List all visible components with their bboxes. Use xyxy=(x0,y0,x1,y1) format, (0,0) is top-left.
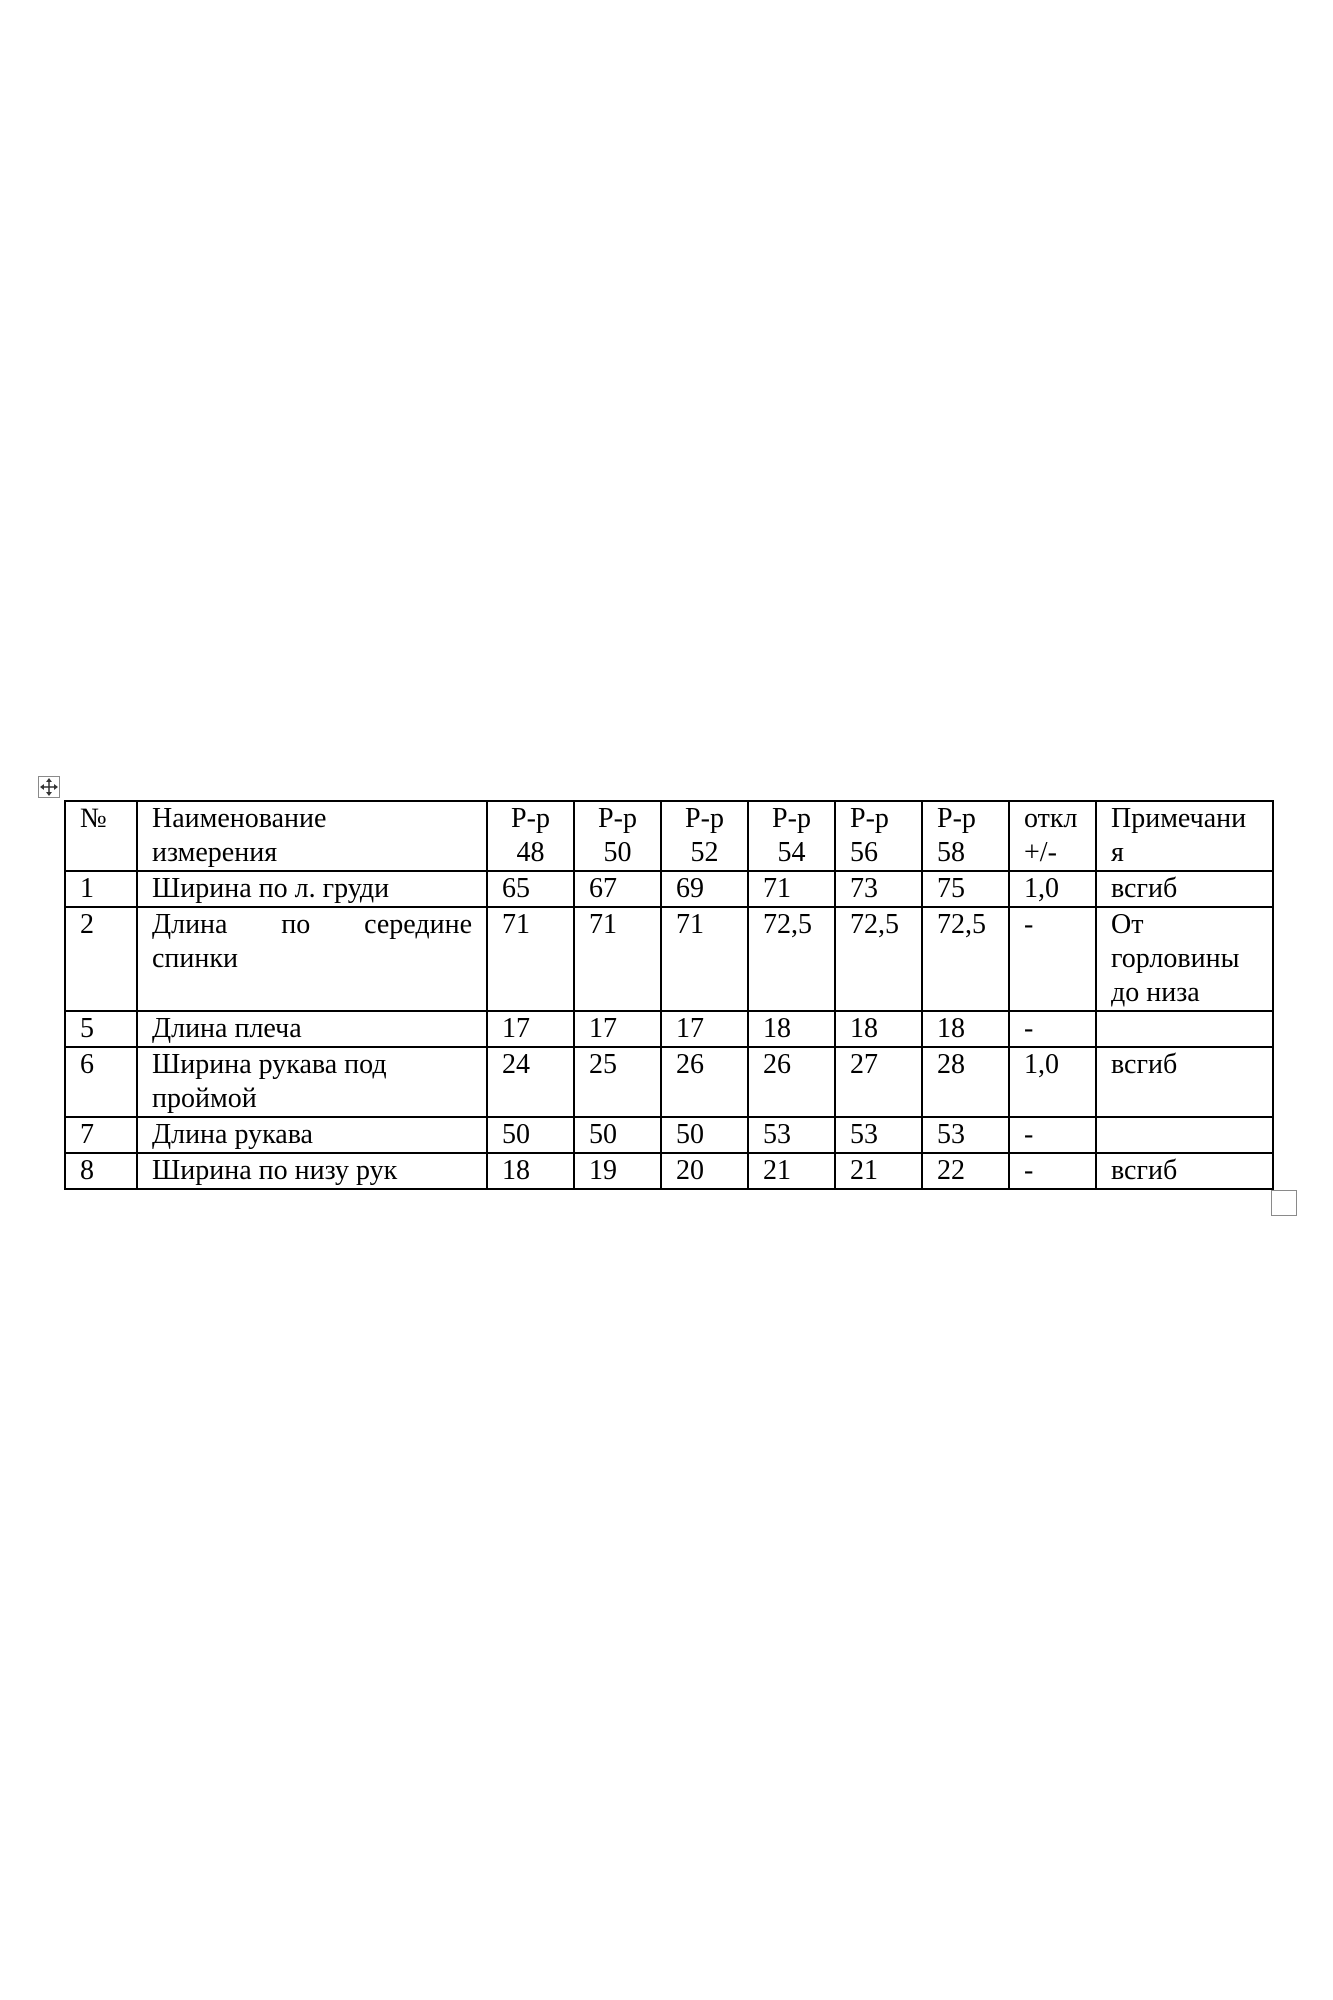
row-value[interactable]: 72,5 xyxy=(835,907,922,1011)
header-name[interactable]: Наименование измерения xyxy=(137,801,487,871)
row-value[interactable]: 71 xyxy=(487,907,574,1011)
row-name[interactable]: Ширина по л. груди xyxy=(137,871,487,907)
table-row xyxy=(65,1153,1273,1189)
row-value[interactable]: 21 xyxy=(835,1153,922,1189)
row-num[interactable]: 1 xyxy=(65,871,137,907)
row-value[interactable]: 71 xyxy=(661,907,748,1011)
header-size-52[interactable]: Р-р 52 xyxy=(661,801,748,871)
row-note[interactable]: всгиб xyxy=(1096,1153,1273,1189)
row-deviation[interactable]: - xyxy=(1009,1011,1096,1047)
row-name[interactable]: Ширина по низу рук xyxy=(137,1153,487,1189)
row-value[interactable]: 65 xyxy=(487,871,574,907)
table-row xyxy=(65,1047,1273,1117)
header-deviation[interactable]: откл +/- xyxy=(1009,801,1096,871)
row-value[interactable]: 17 xyxy=(487,1011,574,1047)
table-row xyxy=(65,871,1273,907)
row-value[interactable]: 69 xyxy=(661,871,748,907)
measurement-table xyxy=(64,800,1274,1190)
row-value[interactable]: 50 xyxy=(574,1117,661,1153)
row-value[interactable]: 20 xyxy=(661,1153,748,1189)
row-deviation[interactable]: - xyxy=(1009,1117,1096,1153)
row-num[interactable]: 5 xyxy=(65,1011,137,1047)
row-value[interactable]: 17 xyxy=(661,1011,748,1047)
row-value[interactable]: 71 xyxy=(748,871,835,907)
row-value[interactable]: 26 xyxy=(748,1047,835,1117)
row-value[interactable]: 28 xyxy=(922,1047,1009,1117)
row-value[interactable]: 18 xyxy=(835,1011,922,1047)
row-name[interactable]: Длина плеча xyxy=(137,1011,487,1047)
row-value[interactable]: 75 xyxy=(922,871,1009,907)
row-name[interactable]: Ширина рукава под проймой xyxy=(137,1047,487,1117)
row-value[interactable]: 72,5 xyxy=(922,907,1009,1011)
row-value[interactable]: 53 xyxy=(922,1117,1009,1153)
table-row xyxy=(65,907,1273,1011)
table-move-handle-icon[interactable] xyxy=(38,776,60,798)
header-size-56[interactable]: Р-р 56 xyxy=(835,801,922,871)
row-num[interactable]: 6 xyxy=(65,1047,137,1117)
row-name[interactable]: Длина по середине спинки xyxy=(137,907,487,1011)
row-value[interactable]: 67 xyxy=(574,871,661,907)
row-num[interactable]: 8 xyxy=(65,1153,137,1189)
row-note[interactable]: всгиб xyxy=(1096,871,1273,907)
row-value[interactable]: 50 xyxy=(487,1117,574,1153)
row-note[interactable]: От горловины до низа xyxy=(1096,907,1273,1011)
row-deviation[interactable]: - xyxy=(1009,1153,1096,1189)
row-value[interactable]: 50 xyxy=(661,1117,748,1153)
header-size-50[interactable]: Р-р 50 xyxy=(574,801,661,871)
row-value[interactable]: 26 xyxy=(661,1047,748,1117)
header-size-48[interactable]: Р-р 48 xyxy=(487,801,574,871)
row-note[interactable] xyxy=(1096,1117,1273,1153)
row-value[interactable]: 18 xyxy=(748,1011,835,1047)
row-value[interactable]: 73 xyxy=(835,871,922,907)
row-value[interactable]: 19 xyxy=(574,1153,661,1189)
row-deviation[interactable]: 1,0 xyxy=(1009,1047,1096,1117)
row-value[interactable]: 24 xyxy=(487,1047,574,1117)
row-value[interactable]: 18 xyxy=(487,1153,574,1189)
header-notes[interactable]: Примечани я xyxy=(1096,801,1273,871)
row-value[interactable]: 72,5 xyxy=(748,907,835,1011)
row-num[interactable]: 2 xyxy=(65,907,137,1011)
table-row xyxy=(65,1117,1273,1153)
row-value[interactable]: 71 xyxy=(574,907,661,1011)
row-num[interactable]: 7 xyxy=(65,1117,137,1153)
row-value[interactable]: 53 xyxy=(748,1117,835,1153)
row-value[interactable]: 22 xyxy=(922,1153,1009,1189)
row-value[interactable]: 21 xyxy=(748,1153,835,1189)
row-note[interactable] xyxy=(1096,1011,1273,1047)
row-value[interactable]: 53 xyxy=(835,1117,922,1153)
row-value[interactable]: 25 xyxy=(574,1047,661,1117)
header-size-54[interactable]: Р-р 54 xyxy=(748,801,835,871)
table-resize-handle-icon[interactable] xyxy=(1271,1190,1297,1216)
row-name[interactable]: Длина рукава xyxy=(137,1117,487,1153)
table-row xyxy=(65,1011,1273,1047)
row-value[interactable]: 18 xyxy=(922,1011,1009,1047)
row-deviation[interactable]: 1,0 xyxy=(1009,871,1096,907)
header-num[interactable]: № xyxy=(65,801,137,871)
row-note[interactable]: всгиб xyxy=(1096,1047,1273,1117)
header-size-58[interactable]: Р-р 58 xyxy=(922,801,1009,871)
row-value[interactable]: 17 xyxy=(574,1011,661,1047)
row-deviation[interactable]: - xyxy=(1009,907,1096,1011)
row-value[interactable]: 27 xyxy=(835,1047,922,1117)
table-header-row xyxy=(65,801,1273,871)
